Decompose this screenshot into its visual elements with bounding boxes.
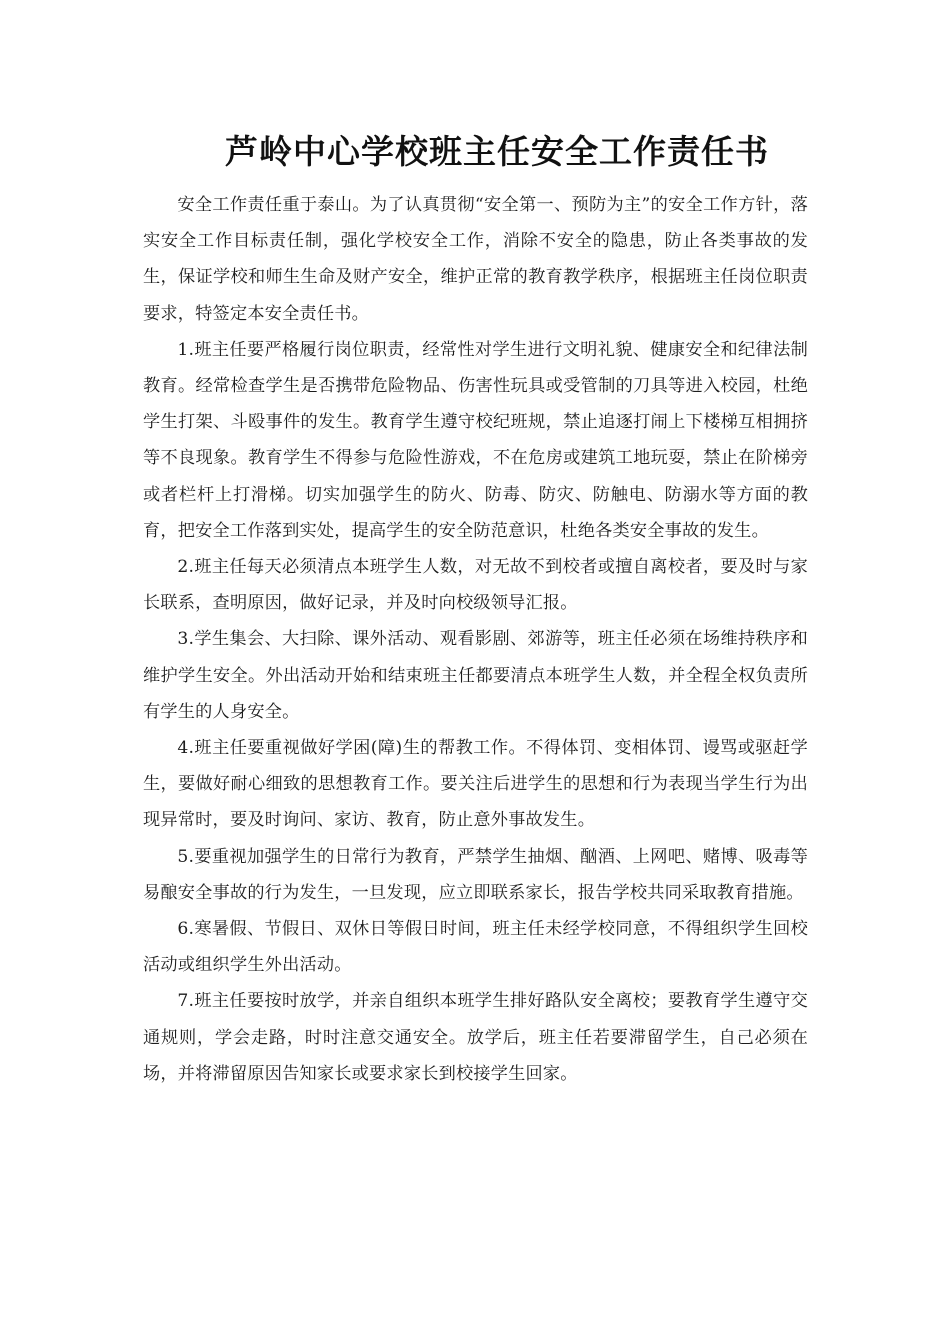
- clause-4-paragraph: 4.班主任要重视做好学困(障)生的帮教工作。不得体罚、变相体罚、谩骂或驱赶学生，要做好耐心细致的思想教育工作。要关注后进学生的思想和行为表现当学生行为出现异常时，要及时询问、家访、教育，防止意外事故发生。: [143, 738, 808, 831]
- clause-6-paragraph: 6.寒暑假、节假日、双休日等假日时间，班主任未经学校同意，不得组织学生回校活动或组织学生外出活动。: [143, 919, 808, 976]
- intro-paragraph: 安全工作责任重于泰山。为了认真贯彻“安全第一、预防为主”的安全工作方针，落实安全工作目标责任制，强化学校安全工作，消除不安全的隐患，防止各类事故的发生，保证学校和师生生命及财产安全，维护正常的教育教学秩序，根据班主任岗位职责要求，特签定本安全责任书。: [143, 195, 808, 324]
- clause-7-paragraph: 7.班主任要按时放学，并亲自组织本班学生排好路队安全离校；要教育学生遵守交通规则，学会走路，时时注意交通安全。放学后，班主任若要滞留学生，自己必须在场，并将滞留原因告知家长或要求家长到校接学生回家。: [143, 991, 808, 1084]
- document-body: [143, 187, 808, 1092]
- clause-5-paragraph: 5.要重视加强学生的日常行为教育，严禁学生抽烟、酗酒、上网吧、赌博、吸毒等易酿安全事故的行为发生，一旦发现，应立即联系家长，报告学校共同采取教育措施。: [143, 846, 808, 903]
- clause-1-paragraph: 1.班主任要严格履行岗位职责，经常性对学生进行文明礼貌、健康安全和纪律法制教育。经常检查学生是否携带危险物品、伤害性玩具或受管制的刀具等进入校园，杜绝学生打架、斗殴事件的发生。教育学生遵守校纪班规，禁止追逐打闹上下楼梯互相拥挤等不良现象。教育学生不得参与危险性游戏，不在危房或建筑工地玩耍，禁止在阶梯旁或者栏杆上打滑梯。切实加强学生的防火、防毒、防灾、防触电、防溺水等方面的教育，把安全工作落到实处，提高学生的安全防范意识，杜绝各类安全事故的发生。: [143, 339, 808, 541]
- document-title: 芦岭中心学校班主任安全工作责任书: [225, 132, 769, 171]
- clause-3-paragraph: 3.学生集会、大扫除、课外活动、观看影剧、郊游等，班主任必须在场维持秩序和维护学生安全。外出活动开始和结束班主任都要清点本班学生人数，并全程全权负责所有学生的人身安全。: [143, 629, 808, 722]
- clause-2-paragraph: 2.班主任每天必须清点本班学生人数，对无故不到校者或擅自离校者，要及时与家长联系，查明原因，做好记录，并及时向校级领导汇报。: [143, 557, 808, 614]
